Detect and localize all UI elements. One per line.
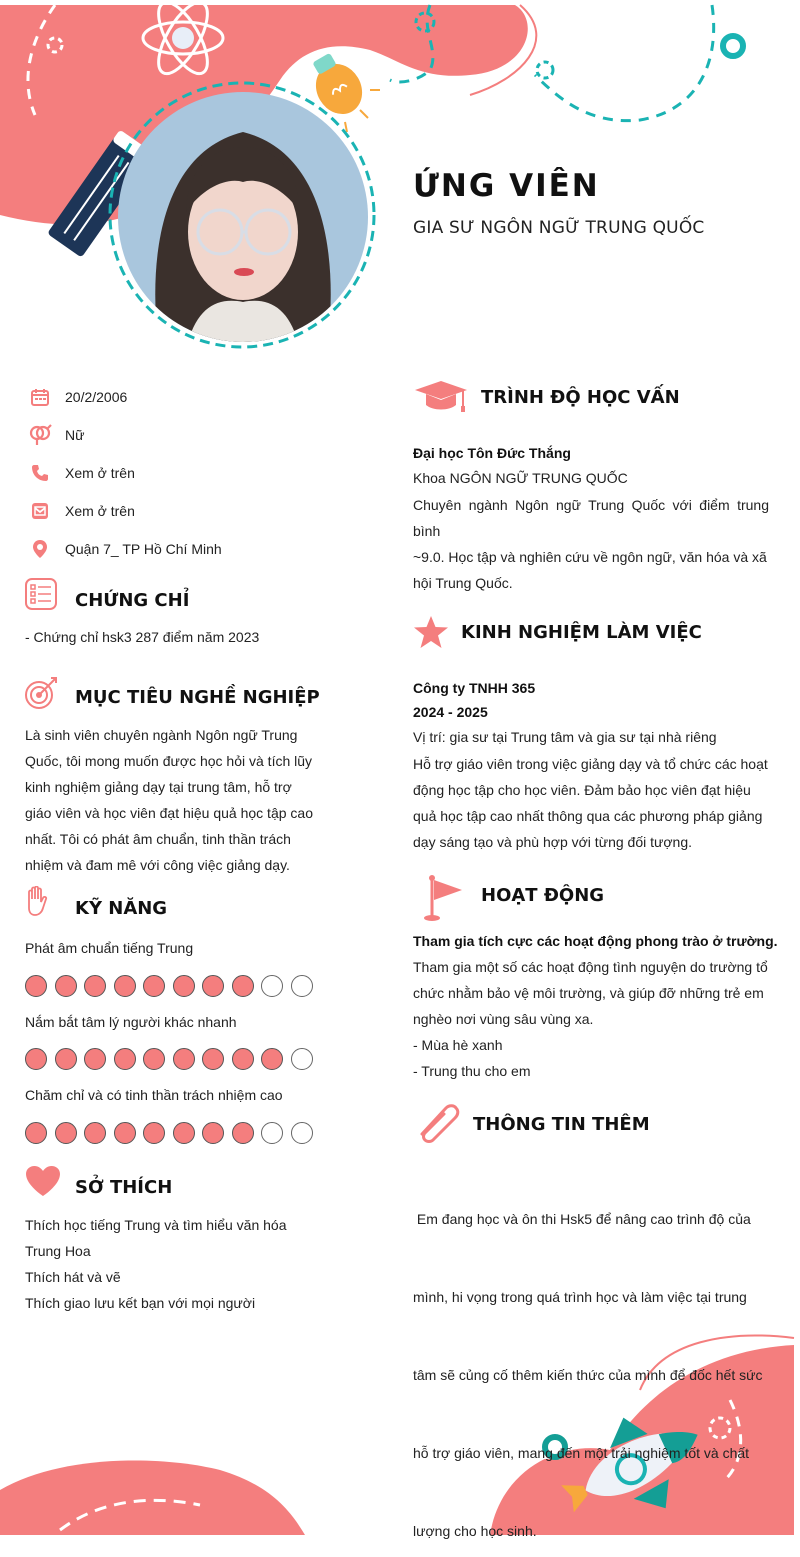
certificates-title: CHỨNG CHỈ	[75, 590, 190, 611]
rating-dot-filled	[25, 975, 47, 997]
education-title: TRÌNH ĐỘ HỌC VẤN	[481, 387, 680, 408]
skill-name: Phát âm chuẩn tiếng Trung	[25, 940, 194, 956]
rating-dot-filled	[173, 1122, 195, 1144]
experience-company: Công ty TNHH 365	[413, 680, 536, 696]
rating-dot-filled	[232, 1048, 254, 1070]
education-school: Đại học Tôn Đức Thắng	[413, 445, 571, 461]
rating-dot-filled	[143, 1048, 165, 1070]
rating-dot-filled	[114, 975, 136, 997]
hand-icon	[25, 886, 49, 923]
rating-dot-filled	[202, 1122, 224, 1144]
rating-dot-empty	[261, 1122, 283, 1144]
experience-position: Vị trí: gia sư tại Trung tâm và gia sư tại nhà riêng	[413, 729, 717, 745]
rating-dot-filled	[114, 1048, 136, 1070]
rating-dot-filled	[143, 1122, 165, 1144]
email-icon	[28, 499, 52, 523]
rating-dot-filled	[84, 1048, 106, 1070]
experience-description: Hỗ trợ giáo viên trong việc giảng dạy và tổ chức các hoạt động học tập cho học viên. Đảm bảo học viên đạt hiệu quả học tập cao nhất thông qua các phương pháp giảng dạy sáng tạo và phù hợp với từng đối tượng.	[413, 756, 768, 850]
rating-dot-filled	[173, 1048, 195, 1070]
rating-dot-filled	[114, 1122, 136, 1144]
skill-rating	[25, 1122, 313, 1144]
objective-title: MỤC TIÊU NGHỀ NGHIỆP	[75, 687, 320, 708]
objective-text: Là sinh viên chuyên ngành Ngôn ngữ Trung Quốc, tôi mong muốn được học hỏi và tích lũy kinh nghiệm giảng dạy tại trung tâm, hỗ trợ giáo viên và học viên đạt hiệu quả học tập cao nhất. Tôi có phát âm chuẩn, tinh thần trách nhiệm và đam mê với công việc giảng dạy.	[25, 727, 313, 873]
calendar-icon	[28, 385, 52, 409]
rating-dot-empty	[261, 975, 283, 997]
activities-headline: Tham gia tích cực các hoạt động phong trào ở trường.	[413, 933, 778, 949]
contact-gender	[28, 422, 328, 448]
contact-address	[28, 536, 328, 562]
rating-dot-filled	[84, 975, 106, 997]
rating-dot-filled	[261, 1048, 283, 1070]
rating-dot-empty	[291, 1048, 313, 1070]
activities-description: Tham gia một số các hoạt động tình nguyện do trường tổ chức nhằm bảo vệ môi trường, và giúp đỡ những trẻ em nghèo nơi vùng sâu vùng xa. - Mùa hè xanh - Trung thu cho em	[413, 959, 768, 1079]
graduation-cap-icon	[413, 380, 469, 419]
skill-rating	[25, 1048, 313, 1070]
rating-dot-filled	[173, 975, 195, 997]
phone-icon	[28, 461, 52, 485]
hobbies-text: Thích học tiếng Trung và tìm hiểu văn hóa Trung Hoa Thích hát và vẽ Thích giao lưu kết bạn với mọi người	[25, 1217, 287, 1311]
rating-dot-filled	[202, 1048, 224, 1070]
skill-rating	[25, 975, 313, 997]
rating-dot-empty	[291, 1122, 313, 1144]
skill-name: Chăm chỉ và có tinh thần trách nhiệm cao	[25, 1087, 283, 1103]
contact-birthday	[28, 384, 328, 410]
additional-description: Em đang học và ôn thi Hsk5 để nâng cao trình độ của mình, hi vọng trong quá trình học và làm việc tại trung tâm sẽ củng cố thêm kiến thức của mình để đốc hết sức hỗ trợ giáo viên, mang đến một trải nghiệm tốt và chất lượng cho học sinh.	[413, 1211, 763, 1539]
education-description: Chuyên ngành Ngôn ngữ Trung Quốc với điểm trung bình ~9.0. Học tập và nghiên cứu về ngôn ngữ, văn hóa và xã hội Trung Quốc.	[413, 497, 769, 591]
rating-dot-empty	[291, 975, 313, 997]
experience-period: 2024 - 2025	[413, 704, 488, 720]
experience-title: KINH NGHIỆM LÀM VIỆC	[461, 622, 702, 643]
contact-gender-text: Nữ	[65, 427, 85, 443]
paperclip-icon	[416, 1102, 460, 1149]
star-icon	[413, 615, 449, 654]
skills-title: KỸ NĂNG	[75, 898, 168, 919]
target-icon	[24, 676, 58, 715]
heart-icon	[25, 1165, 61, 1202]
rating-dot-filled	[55, 1048, 77, 1070]
rating-dot-filled	[202, 975, 224, 997]
education-faculty: Khoa NGÔN NGỮ TRUNG QUỐC	[413, 470, 628, 486]
candidate-name: ỨNG VIÊN	[413, 168, 600, 204]
skill-name: Nắm bắt tâm lý người khác nhanh	[25, 1014, 237, 1030]
gender-icon	[28, 423, 52, 447]
contact-birthday-text: 20/2/2006	[65, 389, 128, 405]
contact-email-text: Xem ở trên	[65, 503, 135, 519]
location-icon	[28, 537, 52, 561]
contact-phone	[28, 460, 328, 486]
rating-dot-filled	[25, 1122, 47, 1144]
rating-dot-filled	[232, 1122, 254, 1144]
rating-dot-filled	[84, 1122, 106, 1144]
contact-phone-text: Xem ở trên	[65, 465, 135, 481]
rating-dot-filled	[232, 975, 254, 997]
contact-email	[28, 498, 328, 524]
flag-icon	[422, 874, 464, 927]
candidate-role: GIA SƯ NGÔN NGỮ TRUNG QUỐC	[413, 218, 705, 238]
rating-dot-filled	[25, 1048, 47, 1070]
hobbies-title: SỞ THÍCH	[75, 1177, 173, 1198]
rating-dot-filled	[143, 975, 165, 997]
checklist-icon	[25, 578, 57, 615]
contact-address-text: Quận 7_ TP Hồ Chí Minh	[65, 541, 222, 557]
additional-title: THÔNG TIN THÊM	[473, 1114, 650, 1135]
profile-photo	[118, 92, 368, 342]
certificate-item: - Chứng chỉ hsk3 287 điểm năm 2023	[25, 629, 260, 645]
activities-title: HOẠT ĐỘNG	[481, 885, 605, 906]
rating-dot-filled	[55, 1122, 77, 1144]
rating-dot-filled	[55, 975, 77, 997]
